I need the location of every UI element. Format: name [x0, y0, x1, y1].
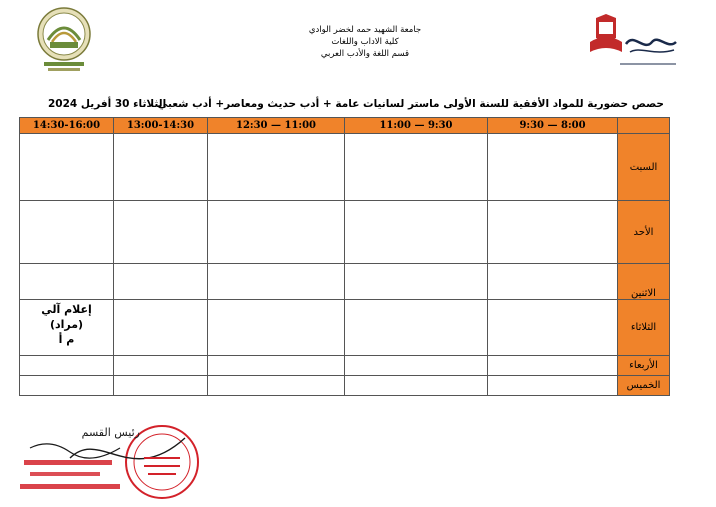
time-slot-header: 14:30-16:00 — [20, 118, 114, 134]
schedule-cell — [208, 134, 345, 201]
schedule-cell — [345, 264, 488, 300]
university-logo — [30, 6, 98, 76]
table-row — [20, 134, 670, 201]
schedule-cell — [114, 134, 208, 201]
department-stamp — [10, 418, 210, 502]
table-row — [20, 356, 670, 376]
schedule-cell — [208, 264, 345, 300]
day-label: الاثنين — [618, 264, 670, 300]
time-header-row — [20, 118, 670, 134]
schedule-cell — [488, 300, 618, 356]
time-slot-header: 9:30 — 11:00 — [345, 118, 488, 134]
schedule-cell — [208, 356, 345, 376]
day-label: الخميس — [618, 376, 670, 396]
schedule-cell — [488, 264, 618, 300]
course-name: إعلام آلي — [41, 303, 92, 316]
time-slot-header: 8:00 — 9:30 — [488, 118, 618, 134]
time-slot-header: 11:00 — 12:30 — [208, 118, 345, 134]
schedule-cell — [345, 134, 488, 201]
schedule-cell — [488, 134, 618, 201]
schedule-cell — [114, 376, 208, 396]
schedule-cell — [345, 201, 488, 264]
time-slot-header: 13:00-14:30 — [114, 118, 208, 134]
schedule-cell — [208, 201, 345, 264]
table-row — [20, 300, 670, 356]
course-teacher: (مراد) — [49, 318, 84, 331]
course-cell — [20, 300, 114, 356]
schedule-cell — [20, 134, 114, 201]
schedule-cell — [345, 300, 488, 356]
schedule-title: حصص حضورية للمواد الأفقية للسنة الأولى ماستر لسانيات عامة + أدب حديث ومعاصر+ أدب شعبي — [157, 98, 664, 110]
day-label: الثلاثاء — [618, 300, 670, 356]
schedule-cell — [208, 376, 345, 396]
schedule-cell — [345, 356, 488, 376]
department-name: قسم اللغة والأدب العربي — [320, 49, 410, 59]
schedule-cell — [114, 201, 208, 264]
schedule-title-row — [20, 98, 668, 112]
schedule-cell — [114, 264, 208, 300]
table-row — [20, 376, 670, 396]
table-row — [20, 264, 670, 300]
faculty-logo — [582, 12, 680, 74]
schedule-cell — [20, 201, 114, 264]
corner-cell — [618, 118, 670, 134]
schedule-cell — [345, 376, 488, 396]
faculty-name: كلية الاداب واللغات — [331, 37, 399, 47]
day-label: السبت — [618, 134, 670, 201]
schedule-cell — [208, 300, 345, 356]
institution-header — [250, 24, 480, 60]
schedule-cell — [114, 356, 208, 376]
schedule-date: الثلاثاء 30 أفريل 2024 — [48, 98, 167, 110]
schedule-cell — [488, 376, 618, 396]
schedule-cell — [20, 264, 114, 300]
day-label: الأربعاء — [618, 356, 670, 376]
schedule-cell — [488, 356, 618, 376]
schedule-cell — [20, 356, 114, 376]
schedule-cell — [488, 201, 618, 264]
signature-title: رئيس القسم — [81, 426, 140, 439]
table-row — [20, 201, 670, 264]
day-label: الأحد — [618, 201, 670, 264]
schedule-cell — [114, 300, 208, 356]
schedule-table — [19, 117, 670, 396]
course-room: م أ — [58, 333, 75, 346]
schedule-cell — [20, 376, 114, 396]
university-name: جامعة الشهيد حمه لخضر الوادي — [308, 25, 422, 35]
